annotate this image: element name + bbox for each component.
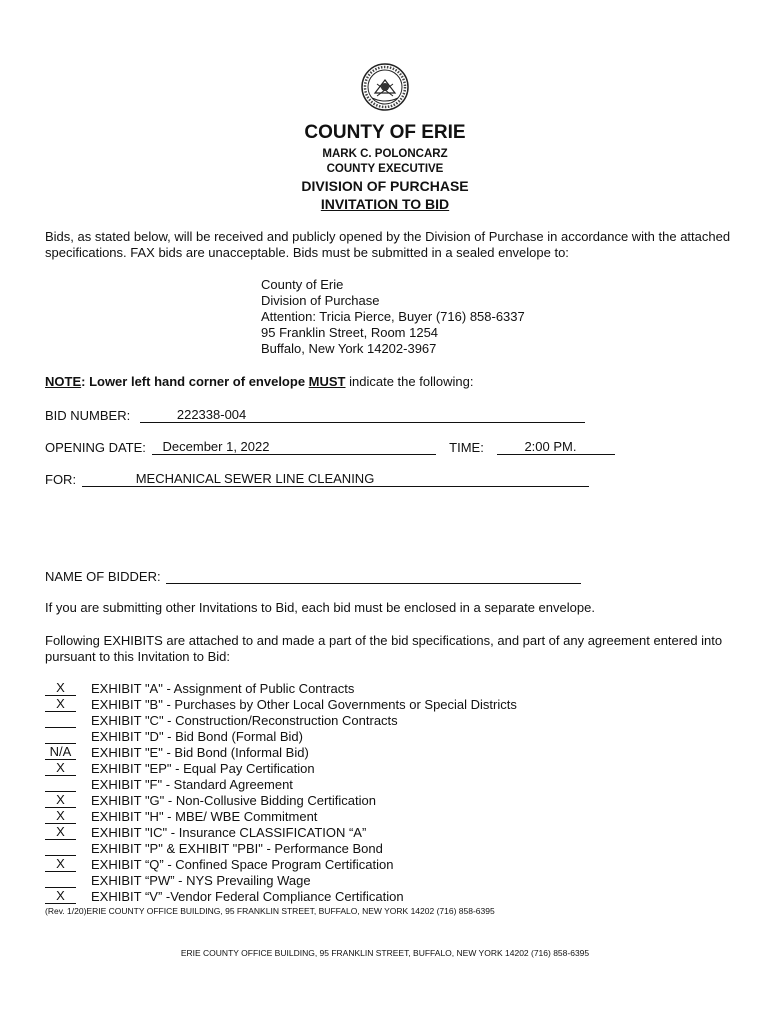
division-title: DIVISION OF PURCHASE [301,178,469,194]
address-line: County of Erie [261,277,344,292]
county-seal-icon [360,62,410,112]
opening-date-line [152,439,436,455]
exhibit-mark: X [45,825,76,840]
intro-paragraph: Bids, as stated below, will be received and publicly opened by the Division of Purchase in accordance with the attached specifications. FAX bids are unacceptable. Bids must be submitted in a sealed envelope to: [45,229,731,260]
exhibit-text: EXHIBIT "C" - Construction/Reconstruction Contracts [91,713,398,728]
time-label: TIME: [449,440,484,455]
separate-envelope-paragraph: If you are submitting other Invitations to Bid, each bid must be enclosed in a separate envelope. [45,600,595,615]
for-field [45,471,589,487]
exhibit-text: EXHIBIT "H" - MBE/ WBE Commitment [91,809,318,824]
exhibit-mark: X [45,793,76,808]
exhibit-text: EXHIBIT "B" - Purchases by Other Local Governments or Special Districts [91,697,517,712]
note-must: MUST [308,374,346,389]
county-title: COUNTY OF ERIE [304,122,466,143]
bid-number-field [45,407,585,423]
bid-number-line [140,407,585,423]
time-value: 2:00 PM. [524,439,577,454]
opening-date-value: December 1, 2022 [162,439,270,454]
document-title: INVITATION TO BID [320,196,450,212]
bid-number-label: BID NUMBER: [45,408,131,423]
note-label: NOTE [45,374,82,389]
exhibit-mark: X [45,697,76,712]
envelope-note [45,374,473,389]
page-footer: ERIE COUNTY OFFICE BUILDING, 95 FRANKLIN STREET, BUFFALO, NEW YORK 14202 (716) 858-6395 [180,948,590,958]
address-line: 95 Franklin Street, Room 1254 [261,325,439,340]
bidder-name-input-line[interactable] [166,568,581,584]
exhibit-mark [45,777,76,792]
address-line: Attention: Tricia Pierce, Buyer (716) 858-6337 [261,309,525,324]
exhibit-mark [45,873,76,888]
exhibit-mark: X [45,857,76,872]
exhibit-text: EXHIBIT "D" - Bid Bond (Formal Bid) [91,729,303,744]
bidder-label: NAME OF BIDDER: [45,569,161,584]
address-line: Division of Purchase [261,293,380,308]
note-text-after: indicate the following: [345,374,474,389]
exhibit-mark: N/A [45,745,76,760]
exhibit-mark: X [45,681,76,696]
executive-title: COUNTY EXECUTIVE [326,163,444,175]
exhibit-text: EXHIBIT "F" - Standard Agreement [91,777,293,792]
revision-line: (Rev. 1/20)ERIE COUNTY OFFICE BUILDING, 95 FRANKLIN STREET, BUFFALO, NEW YORK 14202 (716) 858-6395 [45,906,495,916]
opening-date-field [45,439,615,455]
exhibit-text: EXHIBIT "EP" - Equal Pay Certification [91,761,315,776]
exhibit-mark [45,713,76,728]
exhibits-intro-paragraph: Following EXHIBITS are attached to and made a part of the bid specifications, and part of any agreement entered into pursuant to this Invitation to Bid: [45,633,723,664]
exhibit-text: EXHIBIT “V” -Vendor Federal Compliance Certification [91,889,404,904]
for-value: MECHANICAL SEWER LINE CLEANING [135,471,375,486]
mailing-address [261,277,525,357]
note-text-before: : Lower left hand corner of envelope [81,374,309,389]
exhibit-text: EXHIBIT "E" - Bid Bond (Informal Bid) [91,745,309,760]
exhibit-text: EXHIBIT “PW” - NYS Prevailing Wage [91,873,311,888]
exhibit-mark: X [45,809,76,824]
for-label: FOR: [45,472,77,487]
bidder-name-field [45,568,581,584]
exhibit-text: EXHIBIT “Q” - Confined Space Program Certification [91,857,394,872]
address-line: Buffalo, New York 14202-3967 [261,341,437,356]
exhibit-mark: X [45,889,76,904]
executive-name: MARK C. POLONCARZ [322,148,448,160]
time-line [497,439,615,455]
exhibit-text: EXHIBIT "A" - Assignment of Public Contracts [91,681,355,696]
opening-date-label: OPENING DATE: [45,440,146,455]
exhibit-text: EXHIBIT "IC" - Insurance CLASSIFICATION “A” [91,825,367,840]
exhibit-mark [45,841,76,856]
exhibit-mark [45,729,76,744]
bid-number-value: 222338-004 [176,407,247,422]
for-line [82,471,589,487]
exhibit-text: EXHIBIT "P" & EXHIBIT "PBI" - Performance Bond [91,841,383,856]
exhibit-mark: X [45,761,76,776]
exhibit-text: EXHIBIT "G" - Non-Collusive Bidding Certification [91,793,376,808]
